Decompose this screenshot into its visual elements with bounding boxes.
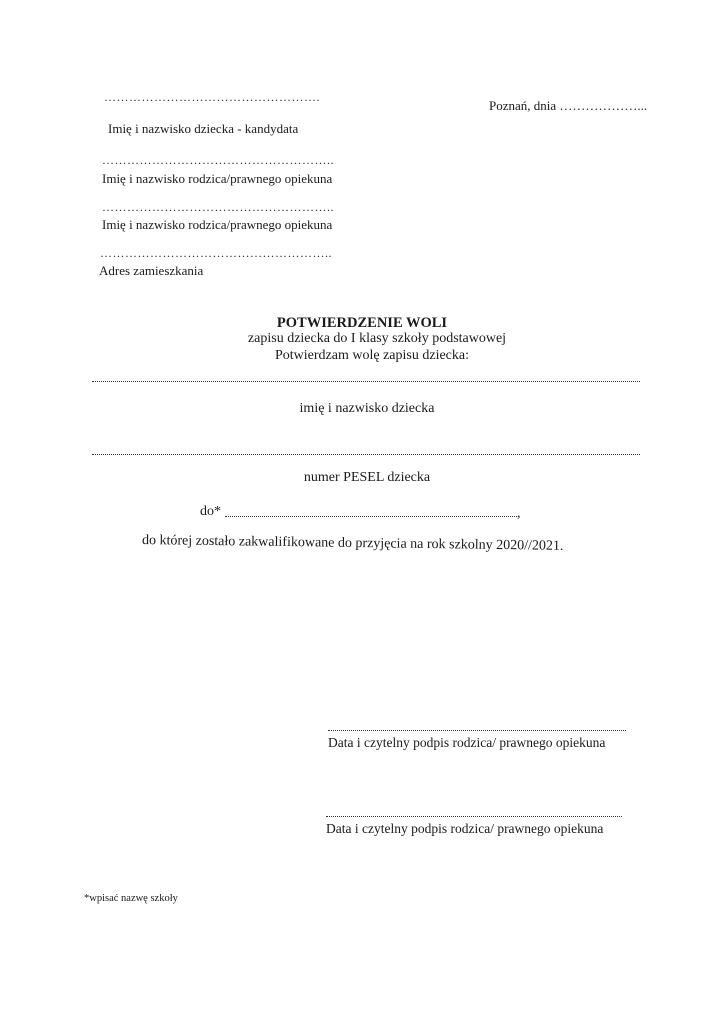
signature-block-1 [328, 724, 626, 750]
parent2-name-dots[interactable]: ……………………………………………….. [102, 200, 334, 214]
child-candidate-name-dots[interactable]: ……………………………………………. [104, 90, 320, 104]
child-name-label: imię i nazwisko dziecka [299, 401, 435, 416]
document-title: POTWIERDZENIE WOLI [276, 315, 448, 331]
signature-2-label: Data i czytelny podpis rodzica/ prawnego opiekuna [326, 821, 604, 836]
signature-2-line[interactable] [326, 810, 622, 817]
place-date-field[interactable]: Poznań, dnia ………………... [489, 98, 648, 113]
document-subtitle: zapisu dziecka do I klasy szkoły podstawowej [247, 331, 507, 346]
address-label: Adres zamieszkania [99, 263, 204, 278]
child-name-line[interactable] [92, 375, 640, 382]
parent1-name-label: Imię i nazwisko rodzica/prawnego opiekuna [102, 171, 333, 186]
comma: , [517, 506, 521, 521]
address-dots[interactable]: ……………………………………………….. [100, 246, 332, 260]
child-candidate-name-label: Imię i nazwisko dziecka - kandydata [108, 121, 299, 136]
pesel-line[interactable] [92, 448, 640, 455]
school-prefix: do* [200, 504, 221, 519]
intro-text: Potwierdzam wolę zapisu dziecka: [275, 348, 469, 363]
signature-block-2 [326, 810, 624, 836]
footnote: *wpisać nazwę szkoły [84, 893, 178, 904]
pesel-label: numer PESEL dziecka [303, 470, 431, 485]
parent2-name-label: Imię i nazwisko rodzica/prawnego opiekuna [102, 217, 333, 232]
signature-1-label: Data i czytelny podpis rodzica/ prawnego opiekuna [328, 735, 606, 750]
qualification-text: do której zostało zakwalifikowane do przyjęcia na rok szkolny 2020//2021. [141, 533, 564, 554]
school-name-line[interactable] [225, 510, 517, 517]
signature-1-line[interactable] [328, 724, 626, 731]
parent1-name-dots[interactable]: ……………………………………………….. [102, 153, 334, 167]
